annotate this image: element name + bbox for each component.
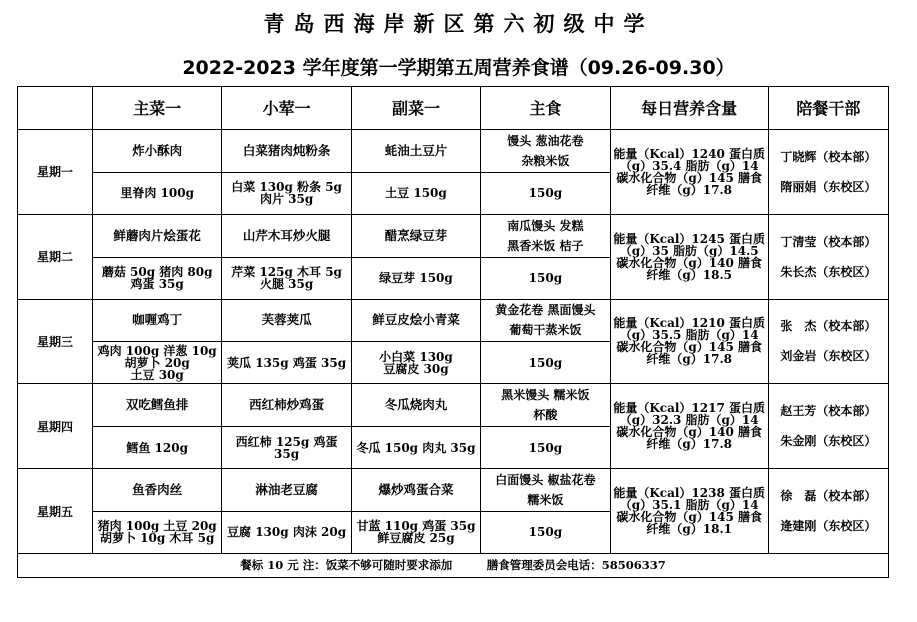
staple-qty-cell: 150g bbox=[481, 172, 610, 214]
side-dish-cell: 醋烹绿豆芽 bbox=[351, 214, 480, 257]
small-meat-cell: 西红柿炒鸡蛋 bbox=[222, 384, 351, 427]
side-dish-cell: 冬瓜烧肉丸 bbox=[351, 384, 480, 427]
main-dish-cell: 鱼香肉丝 bbox=[92, 469, 221, 512]
side-dish-qty-cell: 甘蓝 110g 鸡蛋 35g 鲜豆腐皮 25g bbox=[351, 512, 480, 554]
header-side-dish: 副菜一 bbox=[351, 87, 480, 130]
staff-cell: 徐 磊（校本部） 逄建刚（东校区） bbox=[768, 469, 888, 554]
table-row bbox=[18, 299, 889, 342]
small-meat-cell: 芙蓉荚瓜 bbox=[222, 299, 351, 342]
menu-table bbox=[17, 86, 889, 578]
side-dish-qty-cell: 绿豆芽 150g bbox=[351, 257, 480, 299]
table-row bbox=[18, 469, 889, 512]
header-staple: 主食 bbox=[481, 87, 610, 130]
small-meat-qty-cell: 芹菜 125g 木耳 5g 火腿 35g bbox=[222, 257, 351, 299]
small-meat-cell: 淋油老豆腐 bbox=[222, 469, 351, 512]
small-meat-qty-cell: 西红柿 125g 鸡蛋 35g bbox=[222, 427, 351, 469]
staple-cell: 白面馒头 椒盐花卷 糯米饭 bbox=[481, 469, 610, 512]
header-row bbox=[18, 87, 889, 130]
main-dish-cell: 鲜蘑肉片烩蛋花 bbox=[92, 214, 221, 257]
staple-cell: 黄金花卷 黑面馒头 葡萄干蒸米饭 bbox=[481, 299, 610, 342]
staple-qty-cell: 150g bbox=[481, 257, 610, 299]
staple-cell: 馒头 葱油花卷 杂粮米饭 bbox=[481, 129, 610, 172]
staple-qty-cell: 150g bbox=[481, 512, 610, 554]
table-row bbox=[18, 214, 889, 257]
table-row bbox=[18, 129, 889, 172]
day-cell: 星期四 bbox=[18, 384, 93, 469]
staff-cell: 赵王芳（校本部） 朱金刚（东校区） bbox=[768, 384, 888, 469]
day-cell: 星期一 bbox=[18, 129, 93, 214]
small-meat-cell: 山芹木耳炒火腿 bbox=[222, 214, 351, 257]
main-dish-qty-cell: 鳕鱼 120g bbox=[92, 427, 221, 469]
side-dish-cell: 爆炒鸡蛋合菜 bbox=[351, 469, 480, 512]
staple-cell: 黑米馒头 糯米饭 杯酸 bbox=[481, 384, 610, 427]
table-row bbox=[18, 384, 889, 427]
main-dish-cell: 咖喱鸡丁 bbox=[92, 299, 221, 342]
main-dish-qty-cell: 里脊肉 100g bbox=[92, 172, 221, 214]
small-meat-qty-cell: 豆腐 130g 肉沫 20g bbox=[222, 512, 351, 554]
side-dish-qty-cell: 小白菜 130g 豆腐皮 30g bbox=[351, 342, 480, 384]
small-meat-cell: 白菜猪肉炖粉条 bbox=[222, 129, 351, 172]
main-dish-qty-cell: 蘑菇 50g 猪肉 80g 鸡蛋 35g bbox=[92, 257, 221, 299]
school-title: 青岛西海岸新区第六初级中学 bbox=[263, 11, 654, 36]
nutrition-cell: 能量（Kcal）1217 蛋白质（g）32.3 脂肪（g）14 碳水化合物（g）140 膳食纤维（g）17.8 bbox=[610, 384, 768, 469]
menu-title: 2022-2023 学年度第一学期第五周营养食谱（09.26-09.30） bbox=[182, 57, 735, 79]
footer-row bbox=[18, 553, 889, 577]
footer-note: 餐标 10 元 注：饭菜不够可随时要求添加 膳食管理委员会电话：58506337 bbox=[18, 553, 889, 577]
small-meat-qty-cell: 荚瓜 135g 鸡蛋 35g bbox=[222, 342, 351, 384]
staple-cell: 南瓜馒头 发糕 黑香米饭 桔子 bbox=[481, 214, 610, 257]
main-dish-cell: 炸小酥肉 bbox=[92, 129, 221, 172]
main-dish-cell: 双吃鳕鱼排 bbox=[92, 384, 221, 427]
side-dish-cell: 鲜豆皮烩小青菜 bbox=[351, 299, 480, 342]
header-small-meat: 小荤一 bbox=[222, 87, 351, 130]
nutrition-cell: 能量（Kcal）1210 蛋白质（g）35.5 脂肪（g）14 碳水化合物（g）145 膳食纤维（g）17.8 bbox=[610, 299, 768, 384]
staff-cell: 丁晓辉（校本部） 隋丽娟（东校区） bbox=[768, 129, 888, 214]
nutrition-cell: 能量（Kcal）1238 蛋白质（g）35.1 脂肪（g）14 碳水化合物（g）145 膳食纤维（g）18.1 bbox=[610, 469, 768, 554]
staple-qty-cell: 150g bbox=[481, 342, 610, 384]
nutrition-cell: 能量（Kcal）1240 蛋白质（g）35.4 脂肪（g）14 碳水化合物（g）145 膳食纤维（g）17.8 bbox=[610, 129, 768, 214]
day-cell: 星期五 bbox=[18, 469, 93, 554]
main-dish-qty-cell: 鸡肉 100g 洋葱 10g 胡萝卜 20g 土豆 30g bbox=[92, 342, 221, 384]
staff-cell: 丁清莹（校本部） 朱长杰（东校区） bbox=[768, 214, 888, 299]
staple-qty-cell: 150g bbox=[481, 427, 610, 469]
side-dish-qty-cell: 土豆 150g bbox=[351, 172, 480, 214]
header-nutrition: 每日营养含量 bbox=[610, 87, 768, 130]
day-cell: 星期二 bbox=[18, 214, 93, 299]
header-day bbox=[18, 87, 93, 130]
side-dish-qty-cell: 冬瓜 150g 肉丸 35g bbox=[351, 427, 480, 469]
nutrition-cell: 能量（Kcal）1245 蛋白质（g）35 脂肪（g）14.5 碳水化合物（g）140 膳食纤维（g）18.5 bbox=[610, 214, 768, 299]
main-dish-qty-cell: 猪肉 100g 土豆 20g 胡萝卜 10g 木耳 5g bbox=[92, 512, 221, 554]
header-staff: 陪餐干部 bbox=[768, 87, 888, 130]
staff-cell: 张 杰（校本部） 刘金岩（东校区） bbox=[768, 299, 888, 384]
side-dish-cell: 蚝油土豆片 bbox=[351, 129, 480, 172]
header-main-dish: 主菜一 bbox=[92, 87, 221, 130]
small-meat-qty-cell: 白菜 130g 粉条 5g 肉片 35g bbox=[222, 172, 351, 214]
day-cell: 星期三 bbox=[18, 299, 93, 384]
